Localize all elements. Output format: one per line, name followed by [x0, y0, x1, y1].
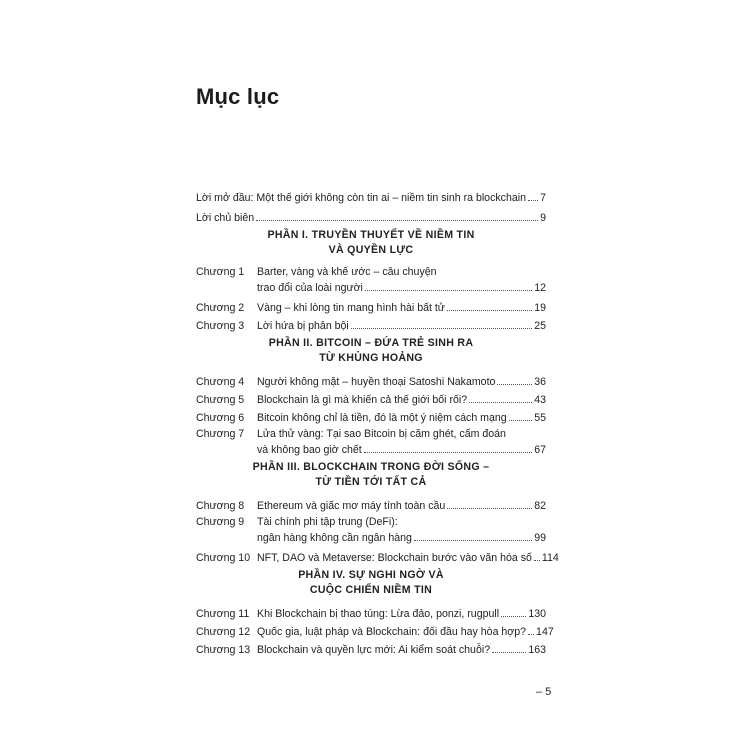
dot-leader: [492, 652, 526, 653]
part-heading-line: PHẦN I. TRUYỀN THUYẾT VỀ NIỀM TIN: [267, 229, 475, 241]
entry-page: 9: [540, 212, 546, 224]
part-heading-line: PHẦN II. BITCOIN – ĐỨA TRẺ SINH RA: [268, 337, 474, 349]
toc-chapter-entry: [196, 406, 546, 424]
chapter-label: Chương 7: [196, 428, 245, 440]
chapter-body: [257, 494, 546, 512]
chapter-label: Chương 1: [196, 266, 245, 278]
table-of-contents: [196, 184, 559, 656]
chapter-page: 25: [534, 320, 546, 332]
chapter-body: [257, 296, 546, 314]
toc-chapter-entry: [196, 638, 546, 656]
chapter-page: 36: [534, 376, 546, 388]
chapter-label: Chương 13: [196, 644, 251, 656]
chapter-body: [257, 602, 546, 620]
part-heading-line: PHẦN IV. SỰ NGHI NGỜ VÀ: [298, 569, 444, 581]
chapter-title: Vàng – khi lòng tin mang hình hài bất tử: [257, 302, 445, 314]
chapter-body: [257, 388, 546, 406]
dot-leader: [351, 328, 532, 329]
chapter-label: Chương 11: [196, 608, 250, 620]
toc-chapter-entry: [196, 512, 546, 544]
chapter-page: 163: [528, 644, 546, 656]
toc-chapter-entry: [196, 296, 546, 314]
chapter-title: Người không mặt – huyền thoại Satoshi Nakamoto: [257, 376, 496, 388]
part-heading-line: TỪ TIỀN TỚI TẤT CẢ: [315, 476, 427, 488]
chapter-label: Chương 10: [196, 552, 251, 564]
toc-chapter-entry: [196, 424, 546, 456]
chapter-title-cont: [257, 278, 546, 294]
chapter-title: NFT, DAO và Metaverse: Blockchain bước vào văn hóa số: [257, 552, 532, 564]
page-number: – 5: [536, 686, 552, 698]
entry-page: 7: [540, 192, 546, 204]
toc-chapter-entry: [196, 602, 546, 620]
chapter-title: và không bao giờ chết: [257, 444, 362, 456]
chapter-page: 114: [541, 552, 559, 564]
chapter-title: Lời hứa bị phản bội: [257, 320, 349, 332]
parts-list: [196, 228, 559, 656]
chapter-page: 82: [534, 500, 546, 512]
chapter-line: [196, 512, 546, 528]
chapter-page: 19: [534, 302, 546, 314]
page-title: Mục lục: [196, 84, 280, 109]
chapter-page: 67: [534, 444, 546, 456]
dot-leader: [469, 402, 532, 403]
part-heading: [196, 336, 546, 366]
toc-chapter-entry: [196, 620, 554, 638]
dot-leader: [447, 310, 532, 311]
dot-leader: [528, 634, 534, 635]
chapter-title: Quốc gia, luật pháp và Blockchain: đối đầu hay hòa hợp?: [257, 626, 527, 638]
chapter-title: Tài chính phi tập trung (DeFi):: [257, 516, 398, 528]
chapter-title-cont: [257, 528, 546, 544]
toc-chapter-entry: [196, 388, 546, 406]
chapter-page: 130: [528, 608, 546, 620]
part-heading-line: VÀ QUYỀN LỰC: [328, 244, 414, 256]
toc-chapter-entry: [196, 314, 546, 332]
toc-entry-preface: [196, 184, 546, 204]
entry-text: Lời mở đầu: Một thế giới không còn tin ai – niềm tin sinh ra blockchain: [196, 192, 526, 204]
chapter-title: Lửa thử vàng: Tại sao Bitcoin bị căm ghét, cấm đoán: [257, 428, 506, 440]
chapter-title: Blockchain và quyền lực mới: Ai kiểm soát chuỗi?: [257, 644, 491, 656]
toc-entry-editor-note: [196, 204, 546, 224]
chapter-title: Bitcoin không chỉ là tiền, đó là một ý niệm cách mạng: [257, 412, 507, 424]
chapter-body: [257, 620, 554, 638]
chapter-line: [196, 278, 546, 294]
chapter-page: 12: [534, 282, 546, 294]
chapter-line: [196, 440, 546, 456]
chapter-page: 55: [534, 412, 546, 424]
toc-chapter-entry: [196, 494, 546, 512]
chapter-body: [257, 546, 559, 564]
chapter-label: Chương 5: [196, 394, 245, 406]
chapter-line: [196, 262, 546, 278]
dot-leader: [501, 616, 526, 617]
dot-leader: [534, 560, 540, 561]
dot-leader: [414, 540, 532, 541]
dot-leader: [528, 200, 538, 201]
chapter-line: [196, 424, 546, 440]
part-heading-line: CUỘC CHIẾN NIỀM TIN: [309, 584, 433, 596]
dot-leader: [509, 420, 533, 421]
entry-text: Lời chủ biên: [196, 212, 255, 224]
chapter-title: Ethereum và giấc mơ máy tính toàn cầu: [257, 500, 446, 512]
chapter-title: ngân hàng không cần ngân hàng: [257, 532, 412, 544]
dot-leader: [256, 220, 538, 221]
chapter-title: Blockchain là gì mà khiến cả thế giới bối rối?: [257, 394, 468, 406]
part-heading: [196, 460, 546, 490]
chapter-body: [257, 638, 546, 656]
chapter-title-cont: [257, 440, 546, 456]
chapter-label: Chương 9: [196, 516, 245, 528]
part-heading-line: PHẦN III. BLOCKCHAIN TRONG ĐỜI SỐNG –: [252, 461, 490, 473]
toc-chapter-entry: [196, 262, 546, 294]
chapter-line: [196, 528, 546, 544]
part-heading: [196, 568, 546, 598]
chapter-label: Chương 6: [196, 412, 245, 424]
chapter-label: Chương 4: [196, 376, 245, 388]
chapter-label: Chương 3: [196, 320, 245, 332]
chapter-title: trao đổi của loài người: [257, 282, 363, 294]
dot-leader: [365, 290, 532, 291]
chapter-label: Chương 12: [196, 626, 251, 638]
toc-chapter-entry: [196, 370, 546, 388]
part-heading: [196, 228, 546, 258]
dot-leader: [447, 508, 532, 509]
chapter-label: Chương 2: [196, 302, 245, 314]
toc-chapter-entry: [196, 546, 559, 564]
part-heading-line: TỪ KHỦNG HOẢNG: [319, 352, 423, 364]
dot-leader: [364, 452, 532, 453]
chapter-page: 147: [536, 626, 554, 638]
chapter-label: Chương 8: [196, 500, 245, 512]
chapter-body: [257, 370, 546, 388]
chapter-title: Barter, vàng và khế ước – câu chuyện: [257, 266, 437, 278]
chapter-body: [257, 314, 546, 332]
chapter-page: 99: [534, 532, 546, 544]
dot-leader: [497, 384, 532, 385]
chapter-title: Khi Blockchain bị thao túng: Lừa đảo, ponzi, rugpull: [257, 608, 500, 620]
chapter-page: 43: [534, 394, 546, 406]
chapter-body: [257, 406, 546, 424]
